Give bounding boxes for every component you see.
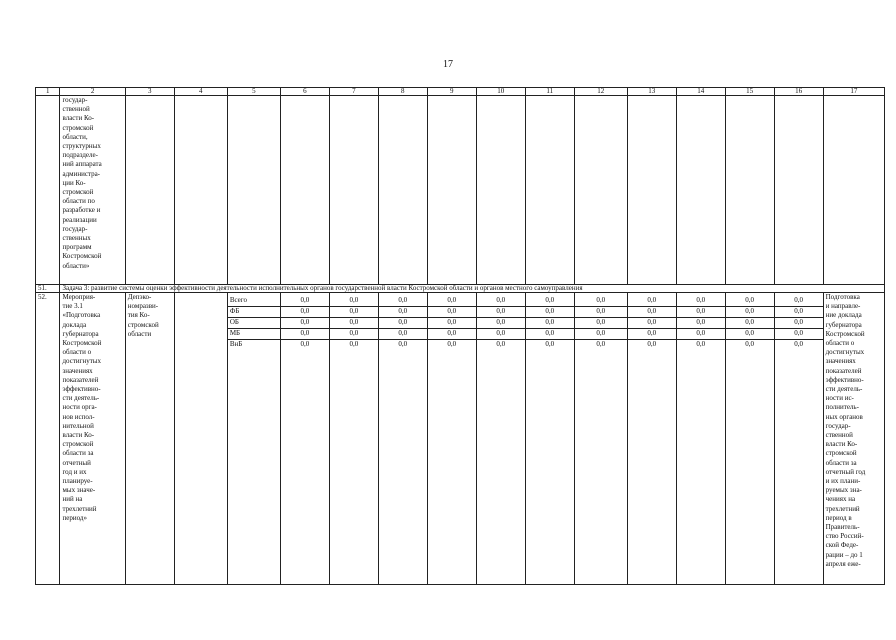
column-number: 17: [823, 88, 884, 96]
column-number: 6: [280, 88, 329, 96]
funding-value: 0,0: [677, 307, 725, 318]
task-text: Задача 3: развитие системы оценки эффективности деятельности исполнительных органов государственной власти Костромской области и органов местного самоуправления: [60, 285, 885, 293]
funding-value: 0,0: [726, 329, 774, 340]
funding-source-label: ВнБ: [229, 340, 243, 348]
funding-value: 0,0: [526, 307, 574, 318]
column-number: 5: [227, 88, 280, 96]
funding-value: 0,0: [575, 318, 627, 329]
funding-value: 0,0: [745, 340, 755, 348]
funding-values-col: [774, 293, 823, 585]
cell-col17: [823, 96, 884, 285]
funding-value: 0,0: [628, 318, 676, 329]
funding-value: 0,0: [575, 329, 627, 340]
funding-value: 0,0: [526, 318, 574, 329]
funding-value: 0,0: [575, 307, 627, 318]
continuation-row: [36, 96, 885, 285]
page-number: 17: [443, 59, 453, 70]
funding-values-col: [329, 293, 378, 585]
funding-source-label: МБ: [228, 329, 280, 340]
event-name: Мероприя- тие 3.1 «Подготовка доклада губернатора Костромской области о достигнутых значениях показателей эффективно- сти деятель- ности орга- нов испол- нительной власти Ко- стромской области за отчетный год и их планируе- мых значе- ний на трехлетний период»: [60, 293, 125, 585]
funding-value: 0,0: [628, 329, 676, 340]
funding-value: 0,0: [677, 329, 725, 340]
task-number: 51.: [36, 285, 60, 293]
column-number: 15: [725, 88, 774, 96]
event-row: [36, 293, 885, 585]
cell-col9: [427, 96, 476, 285]
funding-value: 0,0: [330, 307, 378, 318]
funding-value: 0,0: [330, 318, 378, 329]
column-number: 13: [627, 88, 676, 96]
funding-sources: [227, 293, 280, 585]
funding-values-col: [476, 293, 525, 585]
funding-value: 0,0: [447, 340, 457, 348]
cell-col11: [525, 96, 574, 285]
column-number: 7: [329, 88, 378, 96]
funding-value: 0,0: [575, 296, 627, 307]
funding-value: 0,0: [281, 329, 329, 340]
funding-value: 0,0: [428, 307, 476, 318]
cell-col7: [329, 96, 378, 285]
cell-col5: [227, 96, 280, 285]
funding-value: 0,0: [398, 340, 408, 348]
cell-col14: [676, 96, 725, 285]
funding-values-col: [525, 293, 574, 585]
column-number: 12: [574, 88, 627, 96]
cell-col15: [725, 96, 774, 285]
funding-value: 0,0: [794, 340, 804, 348]
funding-value: 0,0: [726, 318, 774, 329]
funding-values-col: [676, 293, 725, 585]
cell-col3: [125, 96, 174, 285]
funding-value: 0,0: [477, 318, 525, 329]
funding-value: 0,0: [477, 296, 525, 307]
funding-values-col: [427, 293, 476, 585]
column-number: 1: [36, 88, 60, 96]
column-number: 3: [125, 88, 174, 96]
column-number-row: [36, 88, 885, 96]
funding-values-col: [725, 293, 774, 585]
event-executor: Депэко- номразви- тия Ко- стромской области: [125, 293, 174, 585]
funding-source-label: Всего: [228, 296, 280, 307]
funding-value: 0,0: [477, 329, 525, 340]
funding-value: 0,0: [281, 318, 329, 329]
funding-value: 0,0: [628, 307, 676, 318]
event-result: Подготовка и направле- ние доклада губернатора Костромской области о достигнутых значениях показателей эффективно- сти деятель- ности ис- полнитель- ных органов государ- ственной власти Ко- стромской области за отчетный год и их плани- руемых зна- чениях на трехлетний период в Правитель- ство Россий- ской Феде- рации – до 1 апреля еже-: [823, 293, 884, 585]
cell-col4: [174, 96, 227, 285]
funding-value: 0,0: [526, 296, 574, 307]
funding-value: 0,0: [330, 296, 378, 307]
funding-values-col: [627, 293, 676, 585]
funding-value: 0,0: [775, 318, 823, 329]
funding-value: 0,0: [300, 340, 310, 348]
funding-value: 0,0: [496, 340, 506, 348]
funding-value: 0,0: [526, 329, 574, 340]
program-table: [35, 87, 885, 585]
funding-value: 0,0: [677, 296, 725, 307]
funding-value: 0,0: [628, 296, 676, 307]
funding-value: 0,0: [349, 340, 359, 348]
cell-col16: [774, 96, 823, 285]
funding-values-col: [574, 293, 627, 585]
funding-value: 0,0: [428, 296, 476, 307]
funding-value: 0,0: [379, 307, 427, 318]
funding-source-label: ОБ: [228, 318, 280, 329]
column-number: 11: [525, 88, 574, 96]
continued-event-name: государ- ственной власти Ко- стромской области, структурных подразделе- ний аппарата администра- ции Ко- стромской области по разработке и реализации государ- ственных программ Костромской области»: [60, 96, 125, 285]
funding-value: 0,0: [379, 318, 427, 329]
funding-value: 0,0: [775, 296, 823, 307]
funding-value: 0,0: [428, 329, 476, 340]
funding-value: 0,0: [596, 340, 606, 348]
funding-value: 0,0: [677, 318, 725, 329]
column-number: 8: [378, 88, 427, 96]
funding-source-label: ФБ: [228, 307, 280, 318]
funding-value: 0,0: [428, 318, 476, 329]
cell-col8: [378, 96, 427, 285]
cell-col6: [280, 96, 329, 285]
column-number: 16: [774, 88, 823, 96]
column-number: 4: [174, 88, 227, 96]
column-number: 14: [676, 88, 725, 96]
column-number: 10: [476, 88, 525, 96]
task-row: [36, 285, 885, 293]
column-number: 9: [427, 88, 476, 96]
funding-value: 0,0: [379, 329, 427, 340]
funding-value: 0,0: [726, 296, 774, 307]
funding-value: 0,0: [775, 307, 823, 318]
funding-value: 0,0: [281, 307, 329, 318]
funding-value: 0,0: [379, 296, 427, 307]
cell-col1: [36, 96, 60, 285]
funding-values-col: [378, 293, 427, 585]
cell-col12: [574, 96, 627, 285]
funding-value: 0,0: [477, 307, 525, 318]
event-number: 52.: [36, 293, 60, 585]
funding-value: 0,0: [647, 340, 657, 348]
funding-value: 0,0: [775, 329, 823, 340]
funding-values-col: [280, 293, 329, 585]
funding-value: 0,0: [696, 340, 706, 348]
cell-col13: [627, 96, 676, 285]
column-number: 2: [60, 88, 125, 96]
funding-value: 0,0: [281, 296, 329, 307]
funding-value: 0,0: [726, 307, 774, 318]
funding-value: 0,0: [330, 329, 378, 340]
funding-value: 0,0: [545, 340, 555, 348]
cell-col4: [174, 293, 227, 585]
cell-col10: [476, 96, 525, 285]
